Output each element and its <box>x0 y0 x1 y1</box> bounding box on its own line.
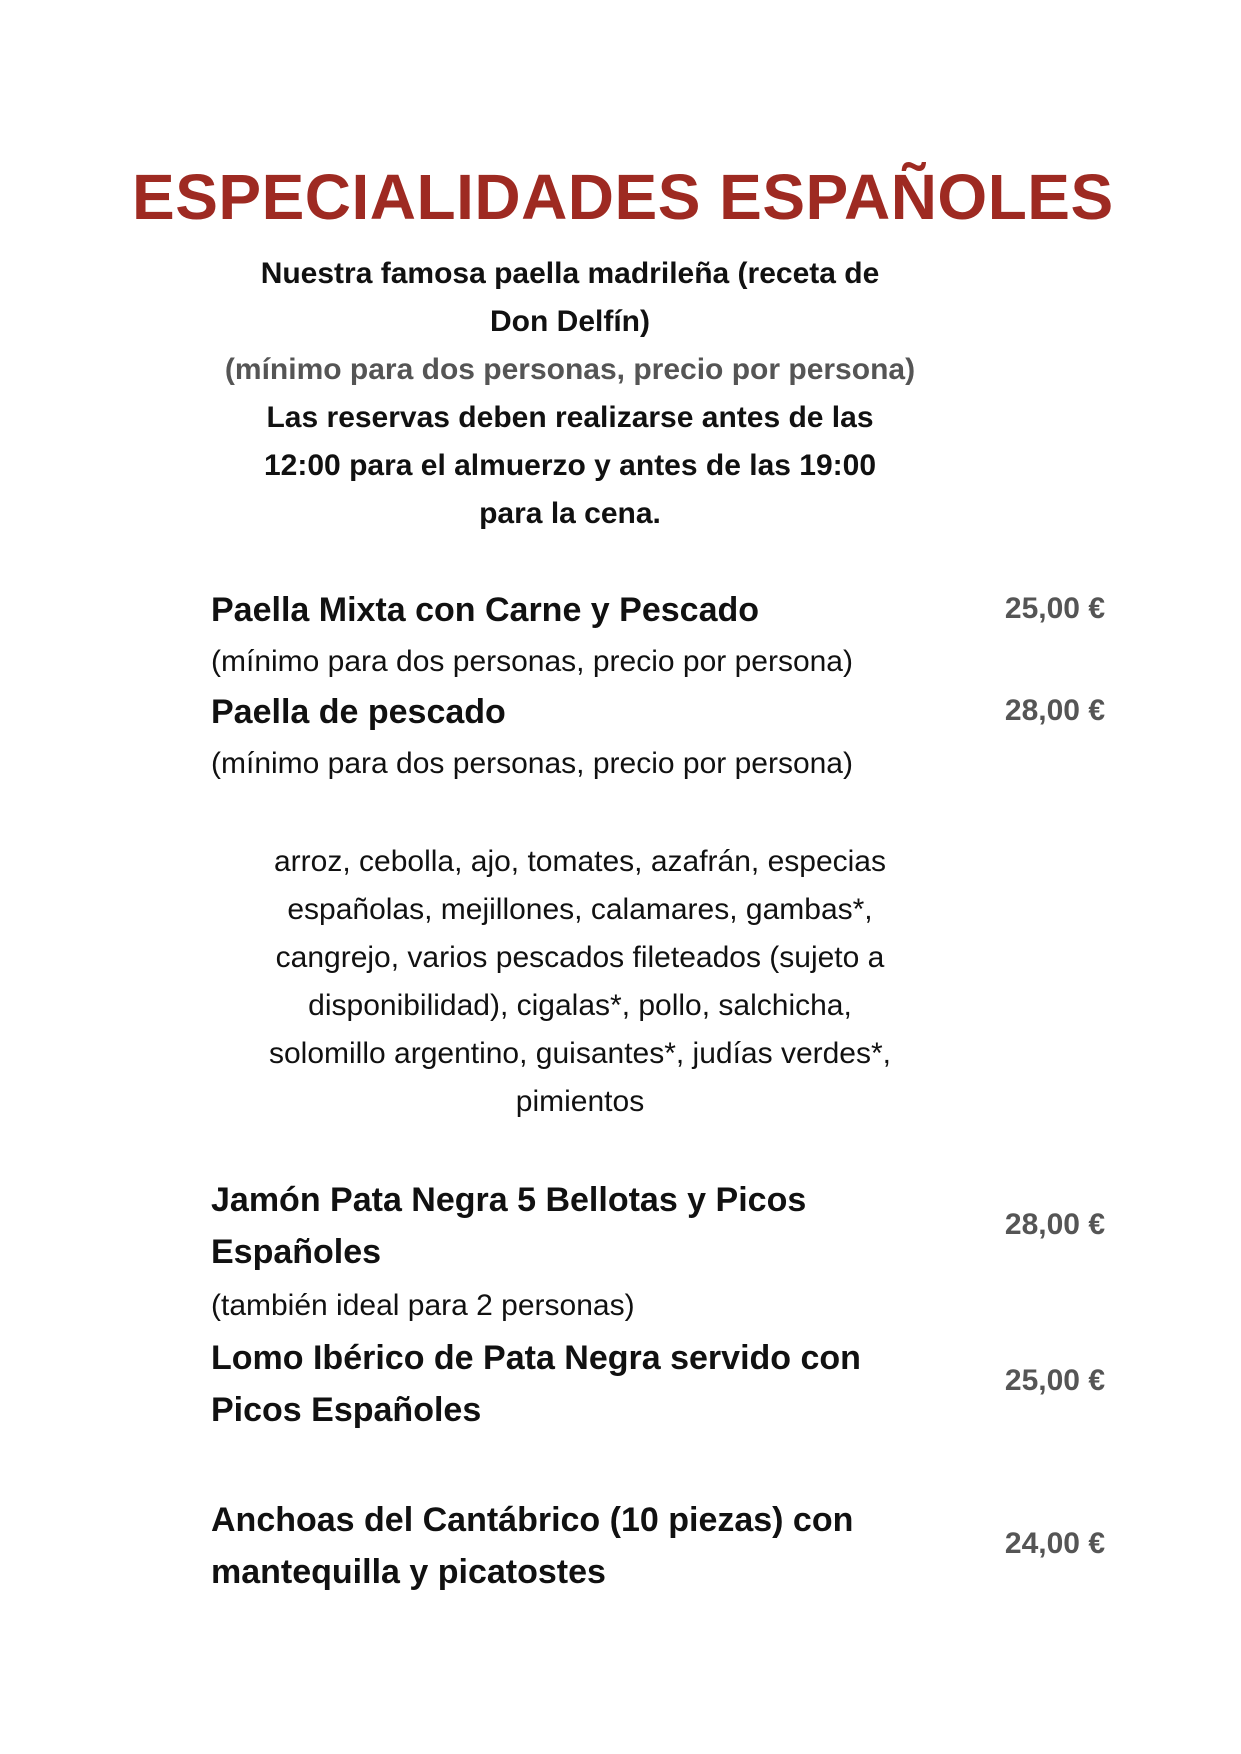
page-title: ESPECIALIDADES ESPAÑOLES <box>132 161 1114 233</box>
menu-item-note: (mínimo para dos personas, precio por persona) <box>211 645 853 678</box>
intro-line: Don Delfín) <box>490 305 650 338</box>
menu-item-price: 28,00 € <box>1004 694 1105 727</box>
menu-item-note: (mínimo para dos personas, precio por persona) <box>211 747 853 780</box>
ingredients-line: pimientos <box>515 1085 645 1118</box>
menu-item-name <box>211 1332 971 1436</box>
ingredients-line: arroz, cebolla, ajo, tomates, azafrán, especias <box>274 845 886 878</box>
menu-item-name-line: mantequilla y picatostes <box>211 1553 606 1591</box>
intro-note: (mínimo para dos personas, precio por persona) <box>224 353 916 386</box>
intro-block <box>170 250 970 538</box>
intro-line: para la cena. <box>479 497 661 530</box>
menu-item-price: 25,00 € <box>1004 592 1105 625</box>
ingredients-line: disponibilidad), cigalas*, pollo, salchicha, <box>308 989 852 1022</box>
ingredients-line: españolas, mejillones, calamares, gambas*, <box>287 893 873 926</box>
menu-item-name: Paella de pescado <box>211 693 506 731</box>
menu-item-name <box>211 1174 971 1278</box>
menu-item-note: (también ideal para 2 personas) <box>211 1289 635 1322</box>
intro-line: 12:00 para el almuerzo y antes de las 19:00 <box>264 449 876 482</box>
menu-item-name-line: Anchoas del Cantábrico (10 piezas) con <box>211 1501 854 1539</box>
ingredients-line: solomillo argentino, guisantes*, judías verdes*, <box>268 1037 892 1070</box>
menu-item-price: 28,00 € <box>1004 1208 1105 1241</box>
ingredients-list <box>200 838 960 1126</box>
intro-line: Las reservas deben realizarse antes de las <box>266 401 874 434</box>
menu-item-name <box>211 1494 971 1598</box>
menu-item-name: Paella Mixta con Carne y Pescado <box>211 591 760 629</box>
menu-item-name-line: Lomo Ibérico de Pata Negra servido con <box>211 1339 861 1377</box>
ingredients-line: cangrejo, varios pescados fileteados (sujeto a <box>275 941 885 974</box>
menu-item-name-line: Jamón Pata Negra 5 Bellotas y Picos <box>211 1181 807 1219</box>
menu-item-name-line: Picos Españoles <box>211 1391 482 1429</box>
menu-item-price: 24,00 € <box>1004 1527 1105 1560</box>
menu-item-name-line: Españoles <box>211 1233 382 1271</box>
menu-item-price: 25,00 € <box>1004 1364 1105 1397</box>
intro-line: Nuestra famosa paella madrileña (receta de <box>260 257 880 290</box>
